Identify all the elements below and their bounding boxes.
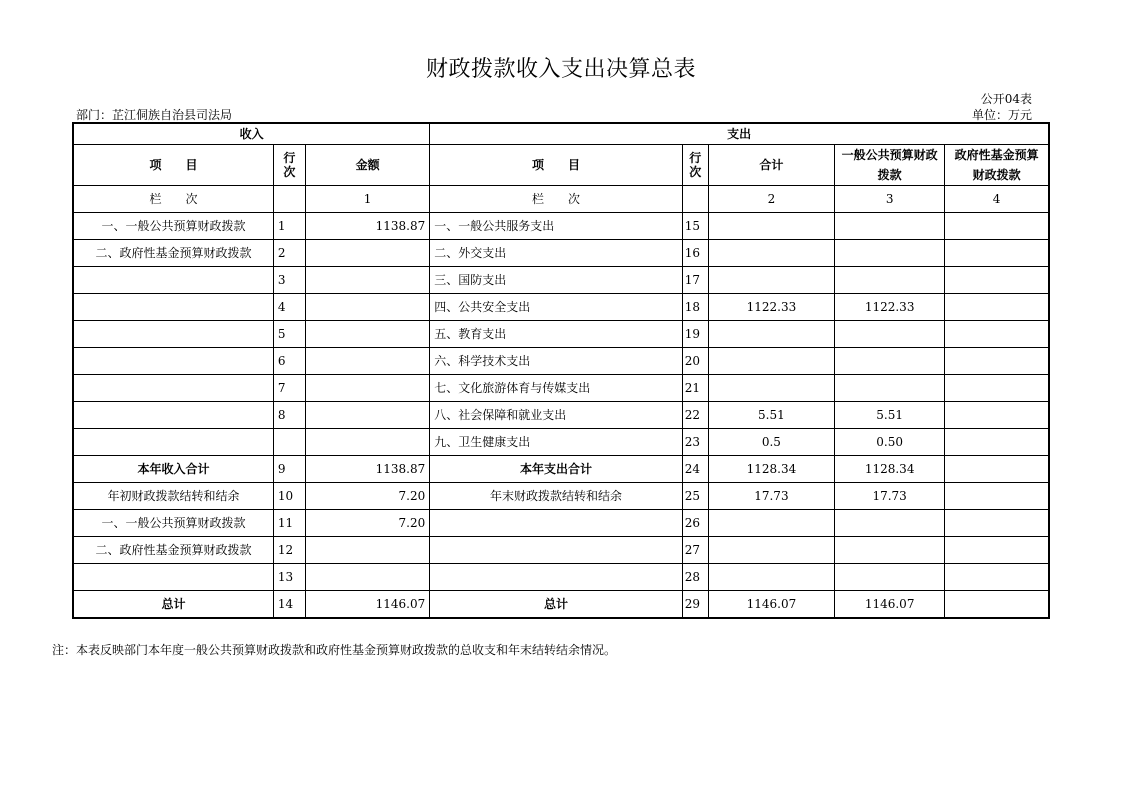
income-row-number: 11: [273, 510, 305, 537]
income-row-number: 8: [273, 402, 305, 429]
expense-item: 六、科学技术支出: [430, 348, 683, 375]
table-row: [73, 564, 1049, 591]
general-budget-amount: [835, 537, 945, 564]
income-amount: [305, 267, 429, 294]
gov-fund-header: 政府性基金预算财政拨款: [945, 145, 1049, 186]
expense-row-number: 20: [682, 348, 708, 375]
expense-row-number: 21: [682, 375, 708, 402]
report-title: 财政拨款收入支出决算总表: [425, 57, 696, 82]
income-header: 收入: [73, 123, 430, 145]
general-budget-amount: 1122.33: [835, 294, 945, 321]
column-index-blank: [682, 186, 708, 213]
expense-total: [708, 510, 834, 537]
column-index-label-right: 栏 次: [430, 186, 683, 213]
income-item: 总计: [73, 591, 273, 619]
footnote: 注：本表反映部门本年度一般公共预算财政拨款和政府性基金预算财政拨款的总收支和年末结转结余情况。: [52, 643, 617, 657]
income-amount: 1146.07: [305, 591, 429, 619]
table-row: [73, 456, 1049, 483]
expense-item: 九、卫生健康支出: [430, 429, 683, 456]
table-row: [73, 267, 1049, 294]
income-row-number: 5: [273, 321, 305, 348]
row-number-header-left: 行次: [273, 145, 305, 186]
general-budget-amount: [835, 267, 945, 294]
general-budget-amount: 1146.07: [835, 591, 945, 619]
expense-row-number: 16: [682, 240, 708, 267]
income-row-number: 7: [273, 375, 305, 402]
table-row: [73, 429, 1049, 456]
income-amount: [305, 402, 429, 429]
column-index-label-left: 栏 次: [73, 186, 273, 213]
income-item: 二、政府性基金预算财政拨款: [73, 537, 273, 564]
income-item: 年初财政拨款结转和结余: [73, 483, 273, 510]
expense-total: [708, 267, 834, 294]
income-item: [73, 294, 273, 321]
income-amount: [305, 348, 429, 375]
income-item: [73, 429, 273, 456]
amount-header: 金额: [305, 145, 429, 186]
income-amount: [305, 429, 429, 456]
income-row-number: 2: [273, 240, 305, 267]
income-item: 一、一般公共预算财政拨款: [73, 510, 273, 537]
gov-fund-amount: [945, 591, 1049, 619]
income-amount: 1138.87: [305, 213, 429, 240]
gov-fund-amount: [945, 429, 1049, 456]
gov-fund-amount: [945, 402, 1049, 429]
expense-item: 一、一般公共服务支出: [430, 213, 683, 240]
table-row: [73, 213, 1049, 240]
income-amount: [305, 537, 429, 564]
unit-label: 单位：万元: [971, 108, 1032, 122]
income-row-number: 12: [273, 537, 305, 564]
expense-total: 5.51: [708, 402, 834, 429]
column-index-1: 1: [305, 186, 429, 213]
column-index-3: 3: [835, 186, 945, 213]
expense-total: [708, 537, 834, 564]
expense-total: 1122.33: [708, 294, 834, 321]
expense-total: [708, 375, 834, 402]
income-item: [73, 564, 273, 591]
expense-item: 七、文化旅游体育与传媒支出: [430, 375, 683, 402]
general-budget-amount: 0.50: [835, 429, 945, 456]
general-budget-amount: [835, 321, 945, 348]
general-budget-amount: [835, 240, 945, 267]
expense-row-number: 26: [682, 510, 708, 537]
expense-item: 八、社会保障和就业支出: [430, 402, 683, 429]
expense-total: [708, 213, 834, 240]
expense-total: [708, 240, 834, 267]
expense-row-number: 25: [682, 483, 708, 510]
income-amount: [305, 375, 429, 402]
expense-row-number: 18: [682, 294, 708, 321]
general-budget-amount: 5.51: [835, 402, 945, 429]
table-row: [73, 402, 1049, 429]
gov-fund-amount: [945, 510, 1049, 537]
income-row-number: 1: [273, 213, 305, 240]
income-item: 二、政府性基金预算财政拨款: [73, 240, 273, 267]
income-row-number: 9: [273, 456, 305, 483]
expense-row-number: 27: [682, 537, 708, 564]
expense-row-number: 17: [682, 267, 708, 294]
general-budget-amount: [835, 348, 945, 375]
expense-total: [708, 564, 834, 591]
income-amount: [305, 564, 429, 591]
general-budget-amount: [835, 510, 945, 537]
income-item: [73, 402, 273, 429]
income-amount: 1138.87: [305, 456, 429, 483]
expense-row-number: 28: [682, 564, 708, 591]
row-number-header-right: 行次: [682, 145, 708, 186]
gov-fund-amount: [945, 213, 1049, 240]
income-row-number: 10: [273, 483, 305, 510]
income-row-number: 6: [273, 348, 305, 375]
income-row-number: [273, 429, 305, 456]
income-item: 一、一般公共预算财政拨款: [73, 213, 273, 240]
table-row: [73, 510, 1049, 537]
income-row-number: 14: [273, 591, 305, 619]
expense-total: 1146.07: [708, 591, 834, 619]
expense-item: [430, 564, 683, 591]
expense-total: 0.5: [708, 429, 834, 456]
expense-row-number: 24: [682, 456, 708, 483]
expense-header: 支出: [430, 123, 1049, 145]
expense-item: 三、国防支出: [430, 267, 683, 294]
table-row: [73, 321, 1049, 348]
expense-total: 1128.34: [708, 456, 834, 483]
gov-fund-amount: [945, 348, 1049, 375]
expense-row-number: 22: [682, 402, 708, 429]
table-row: [73, 537, 1049, 564]
gov-fund-amount: [945, 321, 1049, 348]
table-row: [73, 591, 1049, 619]
item-header-right: 项 目: [430, 145, 683, 186]
table-row: [73, 375, 1049, 402]
income-amount: [305, 240, 429, 267]
column-index-2: 2: [708, 186, 834, 213]
income-item: [73, 348, 273, 375]
department-label: 部门：芷江侗族自治县司法局: [76, 108, 233, 122]
expense-item: 年末财政拨款结转和结余: [430, 483, 683, 510]
income-row-number: 4: [273, 294, 305, 321]
general-budget-amount: 17.73: [835, 483, 945, 510]
gov-fund-amount: [945, 240, 1049, 267]
general-budget-amount: [835, 564, 945, 591]
income-amount: 7.20: [305, 510, 429, 537]
income-amount: [305, 294, 429, 321]
column-index-blank: [273, 186, 305, 213]
income-amount: 7.20: [305, 483, 429, 510]
expense-total: [708, 348, 834, 375]
general-budget-amount: [835, 375, 945, 402]
expense-item: [430, 510, 683, 537]
expense-row-number: 15: [682, 213, 708, 240]
item-header-left: 项 目: [73, 145, 273, 186]
expense-row-number: 23: [682, 429, 708, 456]
column-index-4: 4: [945, 186, 1049, 213]
income-item: 本年收入合计: [73, 456, 273, 483]
general-budget-amount: [835, 213, 945, 240]
gov-fund-amount: [945, 267, 1049, 294]
expense-item: 本年支出合计: [430, 456, 683, 483]
income-amount: [305, 321, 429, 348]
gov-fund-amount: [945, 564, 1049, 591]
expense-item: 四、公共安全支出: [430, 294, 683, 321]
expense-item: 二、外交支出: [430, 240, 683, 267]
table-row: [73, 483, 1049, 510]
income-row-number: 3: [273, 267, 305, 294]
income-item: [73, 321, 273, 348]
total-header: 合计: [708, 145, 834, 186]
gov-fund-amount: [945, 456, 1049, 483]
expense-total: 17.73: [708, 483, 834, 510]
gov-fund-amount: [945, 537, 1049, 564]
expense-item: [430, 537, 683, 564]
expense-item: 五、教育支出: [430, 321, 683, 348]
expense-row-number: 19: [682, 321, 708, 348]
form-number: 公开04表: [980, 92, 1032, 106]
general-budget-amount: 1128.34: [835, 456, 945, 483]
table-row: [73, 294, 1049, 321]
budget-table: [72, 122, 1050, 619]
income-item: [73, 267, 273, 294]
gov-fund-amount: [945, 483, 1049, 510]
gov-fund-amount: [945, 375, 1049, 402]
general-budget-header: 一般公共预算财政拨款: [835, 145, 945, 186]
table-row: [73, 348, 1049, 375]
gov-fund-amount: [945, 294, 1049, 321]
income-item: [73, 375, 273, 402]
expense-item: 总计: [430, 591, 683, 619]
table-row: [73, 240, 1049, 267]
income-row-number: 13: [273, 564, 305, 591]
expense-row-number: 29: [682, 591, 708, 619]
expense-total: [708, 321, 834, 348]
